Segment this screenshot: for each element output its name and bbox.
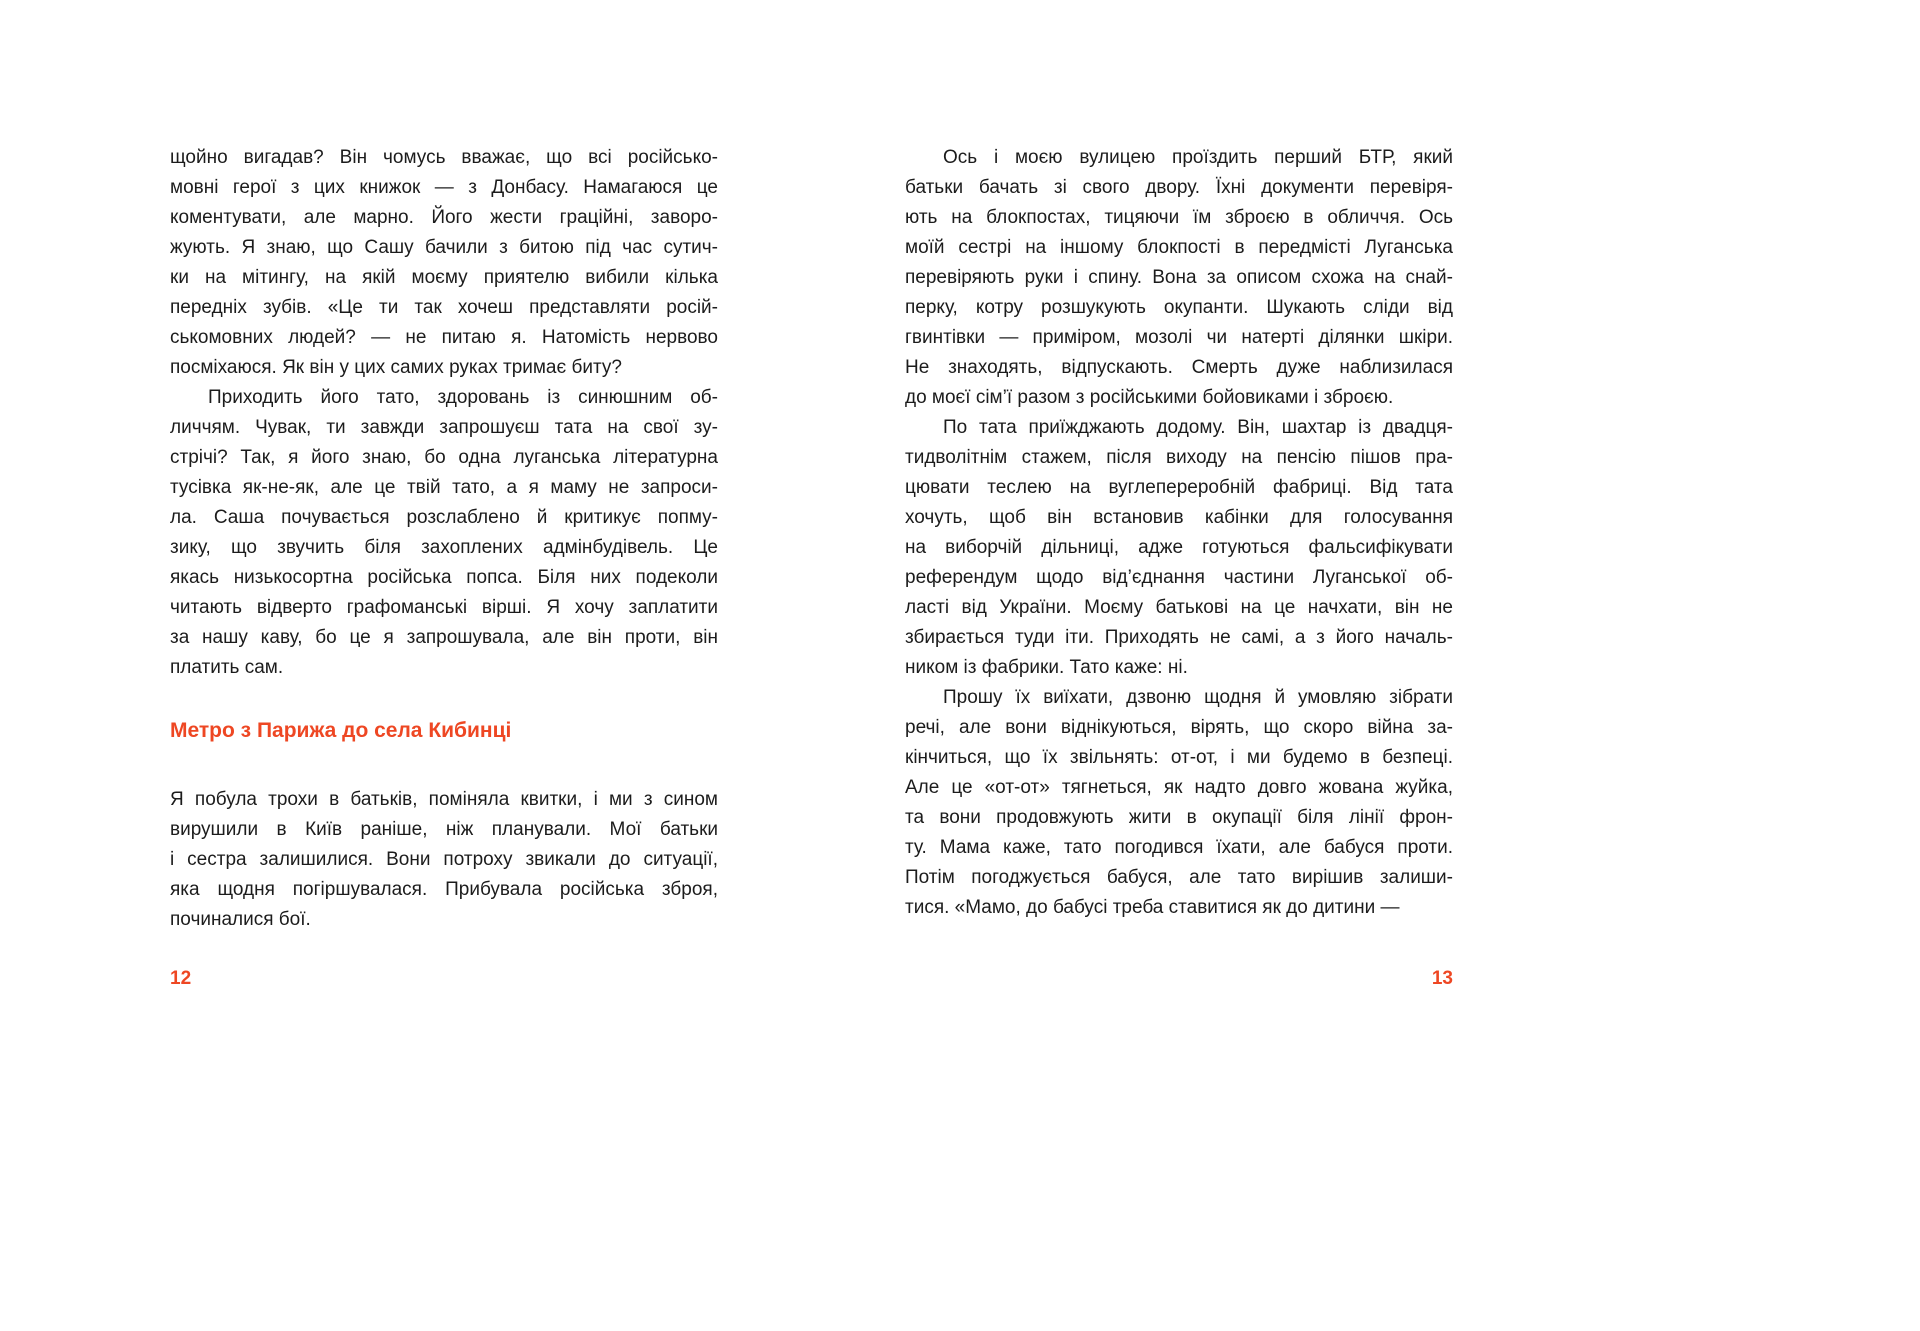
text-line: перевіряють руки і спину. Вона за описом схожа на снай- [905,267,1453,288]
text-line: Але це «от-от» тягнеться, як надто довго жована жуйка, [905,777,1453,798]
text-line: хочуть, щоб він встановив кабінки для голосування [905,507,1453,528]
right-text-column [905,143,1453,923]
text-line: за нашу каву, бо це я запрошувала, але він проти, він [170,627,718,648]
text-line: Потім погоджується бабуся, але тато вирішив залиши- [905,867,1453,888]
paragraph [170,143,718,383]
text-line: на виборчій дільниці, адже готуються фальсифікувати [905,537,1453,558]
text-line: щойно вигадав? Він чомусь вважає, що всі російсько- [170,147,718,168]
page-number-left: 12 [170,968,192,989]
page-number-right: 13 [1431,968,1453,989]
text-line: стрічі? Так, я його знаю, бо одна луганська літературна [170,447,718,468]
text-line: ла. Саша почувається розслаблено й критикує попму- [170,507,718,528]
text-line: тися. «Мамо, до бабусі треба ставитися як до дитини — [905,897,1400,918]
text-line: ласті від України. Моєму батькові на це начхати, він не [905,597,1453,618]
paragraph [905,413,1453,683]
text-line: починалися бої. [170,909,311,930]
text-line: личчям. Чувак, ти завжди запрошуєш тата на свої зу- [170,417,718,438]
paragraph [170,785,718,935]
text-line: ки на мітингу, на якій моєму приятелю вибили кілька [170,267,718,288]
text-line: зику, що звучить біля захоплених адмінбудівель. Це [170,537,718,558]
text-line: перку, котру розшукують окупанти. Шукають сліди від [905,297,1453,318]
paragraph [905,143,1453,413]
text-line: передніх зубів. «Це ти так хочеш представляти росій- [170,297,718,318]
text-line: По тата приїжджають додому. Він, шахтар із двадця- [943,417,1453,438]
text-line: збирається туди іти. Приходять не самі, а з його началь- [905,627,1453,648]
text-line: ють на блокпостах, тицяючи їм зброєю в обличчя. Ось [905,207,1453,228]
text-line: речі, але вони віднікуються, вірять, що скоро війна за- [905,717,1453,738]
text-line: і сестра залишилися. Вони потроху звикали до ситуації, [170,849,718,870]
text-line: Не знаходять, відпускають. Смерть дуже наблизилася [905,357,1453,378]
text-line: читають відверто графоманські вірші. Я хочу заплатити [170,597,718,618]
paragraph [905,683,1453,923]
text-line: тусівка як-не-як, але це твій тато, а я маму не запроси- [170,477,718,498]
text-line: ту. Мама каже, тато погодився їхати, але бабуся проти. [905,837,1453,858]
section-heading: Метро з Парижа до села Кибинці [170,719,512,742]
left-text-column [170,143,718,935]
text-line: до моєї сім’ї разом з російськими бойовиками і зброєю. [905,387,1394,408]
text-line: вирушили в Київ раніше, ніж планували. Мої батьки [170,819,718,840]
text-line: моїй сестрі на іншому блокпості в передмісті Луганська [905,237,1453,258]
text-line: батьки бачать зі свого двору. Їхні документи перевіря- [905,177,1453,198]
text-line: ськомовних людей? — не питаю я. Натомість нервово [170,327,718,348]
text-line: коментувати, але марно. Його жести граційні, заворо- [170,207,718,228]
text-line: Прошу їх виїхати, дзвоню щодня й умовляю зібрати [943,687,1453,708]
text-line: посміхаюся. Як він у цих самих руках тримає биту? [170,357,622,378]
text-line: ником із фабрики. Тато каже: ні. [905,657,1188,678]
text-line: Ось і моєю вулицею проїздить перший БТР, який [943,147,1453,168]
text-line: Приходить його тато, здоровань із синюшним об- [208,387,718,408]
text-line: гвинтівки — приміром, мозолі чи натерті ділянки шкіри. [905,327,1453,348]
text-line: цювати теслею на вуглепереробній фабриці. Від тата [905,477,1453,498]
text-line: та вони продовжують жити в окупації біля лінії фрон- [905,807,1453,828]
text-line: яка щодня погіршувалася. Прибувала російська зброя, [170,879,718,900]
text-line: мовні герої з цих книжок — з Донбасу. Намагаюся це [170,177,718,198]
text-line: кінчиться, що їх звільнять: от-от, і ми будемо в безпеці. [905,747,1453,768]
text-line: тидволітнім стажем, після виходу на пенсію пішов пра- [905,447,1453,468]
text-line: платить сам. [170,657,284,678]
paragraph [170,383,718,683]
text-line: референдум щодо від’єднання частини Луганської об- [905,567,1453,588]
text-line: жують. Я знаю, що Сашу бачили з битою під час сутич- [170,237,718,258]
text-line: якась низькосортна російська попса. Біля них подеколи [170,567,718,588]
text-line: Я побула трохи в батьків, поміняла квитки, і ми з сином [170,789,718,810]
